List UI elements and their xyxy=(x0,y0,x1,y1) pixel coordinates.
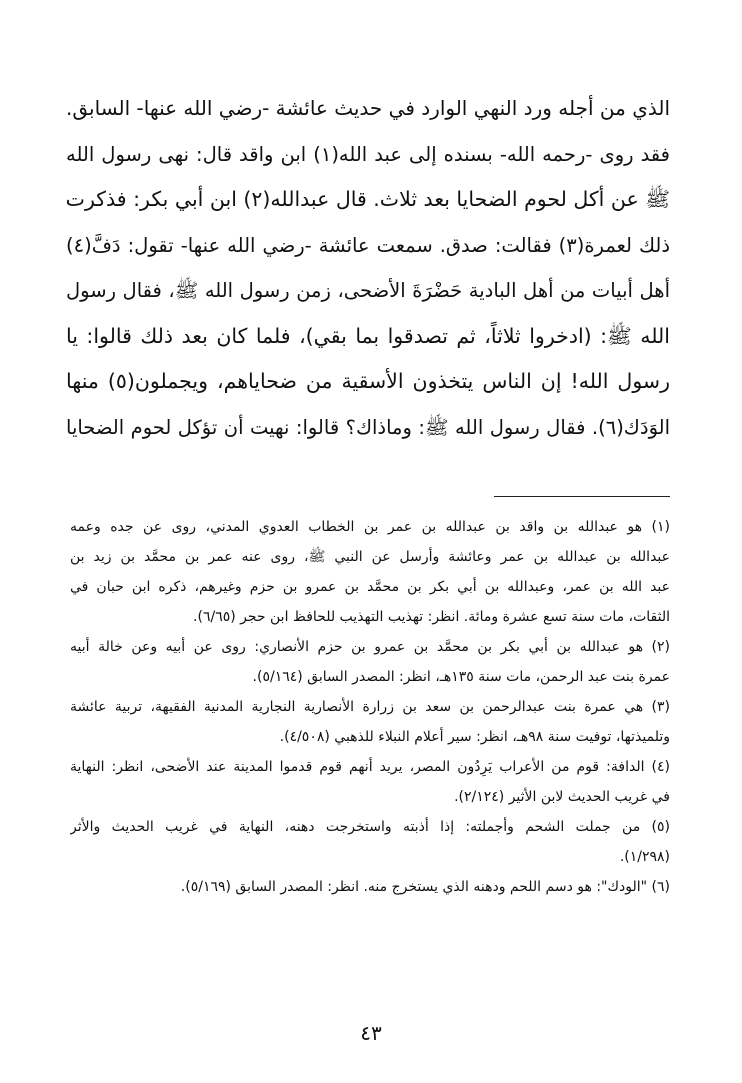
body-line: ذلك لعمرة(٣) فقالت: صدق. سمعت عائشة -رضي الله عنها- تقول: دَفَّ(٤) xyxy=(66,233,670,257)
footnote-line: (٢) هو عبدالله بن أبي بكر بن محمَّد بن عمرو بن حزم الأنصاري: روى عن أبيه وعن خالة أبيه xyxy=(70,639,670,655)
footnote-line: (١) هو عبدالله بن واقد بن عبدالله بن عمر بن الخطاب العدوي المدني، روى عن جده وعمه xyxy=(70,519,670,535)
body-line: الوَدَك(٦). فقال رسول الله ﷺ: وماذاك؟ قالوا: نهيت أن تؤكل لحوم الضحايا xyxy=(66,415,670,439)
footnote-separator xyxy=(494,496,670,497)
footnote-line: (٣) هي عمرة بنت عبدالرحمن بن سعد بن زرارة الأنصارية النجارية المدنية الفقيهة، تربية عائشة xyxy=(70,699,670,715)
footnote-line: (٥) من جملت الشحم وأجملته: إذا أذبته واستخرجت دهنه، النهاية في غريب الحديث والأثر xyxy=(70,819,670,835)
footnote-line: في غريب الحديث لابن الأثير (٢/١٢٤). xyxy=(454,789,670,805)
body-line: الله ﷺ: (ادخروا ثلاثاً، ثم تصدقوا بما بقي)، فلما كان بعد ذلك قالوا: يا xyxy=(66,323,670,348)
body-line: رسول الله! إن الناس يتخذون الأسقية من ضحاياهم، ويجملون(٥) منها xyxy=(66,369,670,393)
body-line: فقد روى -رحمه الله- بسنده إلى عبد الله(١) ابن واقد قال: نهى رسول الله xyxy=(66,142,670,166)
body-line: أهل أبيات من أهل البادية حَضْرَةَ الأضحى، زمن رسول الله ﷺ، فقال رسول xyxy=(66,279,670,302)
footnotes xyxy=(70,512,670,902)
main-text xyxy=(66,86,670,450)
footnote-line: عبدالله بن عبدالله بن عمر وعائشة وأرسل عن النبي ﷺ، روى عنه عمر بن محمَّد بن زيد بن xyxy=(70,549,670,565)
page-number: ٤٣ xyxy=(360,1021,382,1045)
footnote-line: الثقات، مات سنة تسع عشرة ومائة. انظر: تهذيب التهذيب للحافظ ابن حجر (٦/٦٥). xyxy=(193,609,670,625)
footnote-line: عمرة بنت عبد الرحمن، مات سنة ١٣٥هـ، انظر: المصدر السابق (٥/١٦٤). xyxy=(252,669,670,685)
footnote-line: (١/٢٩٨). xyxy=(619,849,670,865)
footnote-line: عبد الله بن عمر، وعبدالله بن أبي بكر بن محمَّد بن عمرو بن حزم وغيرهم، ذكره ابن حبان في xyxy=(70,579,670,595)
footnote-line: (٦) "الودك": هو دسم اللحم ودهنه الذي يستخرج منه. انظر: المصدر السابق (٥/١٦٩). xyxy=(180,879,670,895)
body-line: الذي من أجله ورد النهي الوارد في حديث عائشة -رضي الله عنها- السابق. xyxy=(66,96,670,120)
body-line: ﷺ عن أكل لحوم الضحايا بعد ثلاث. قال عبدالله(٢) ابن أبي بكر: فذكرت xyxy=(66,187,670,211)
footnote-line: وتلميذتها، توفيت سنة ٩٨هـ، انظر: سير أعلام النبلاء للذهبي (٤/٥٠٨). xyxy=(279,729,670,745)
footnote-line: (٤) الدافة: قوم من الأعراب يَرِدُون المصر، يريد أنهم قوم قدموا المدينة عند الأضحى، انظر: النهاية xyxy=(70,759,670,775)
